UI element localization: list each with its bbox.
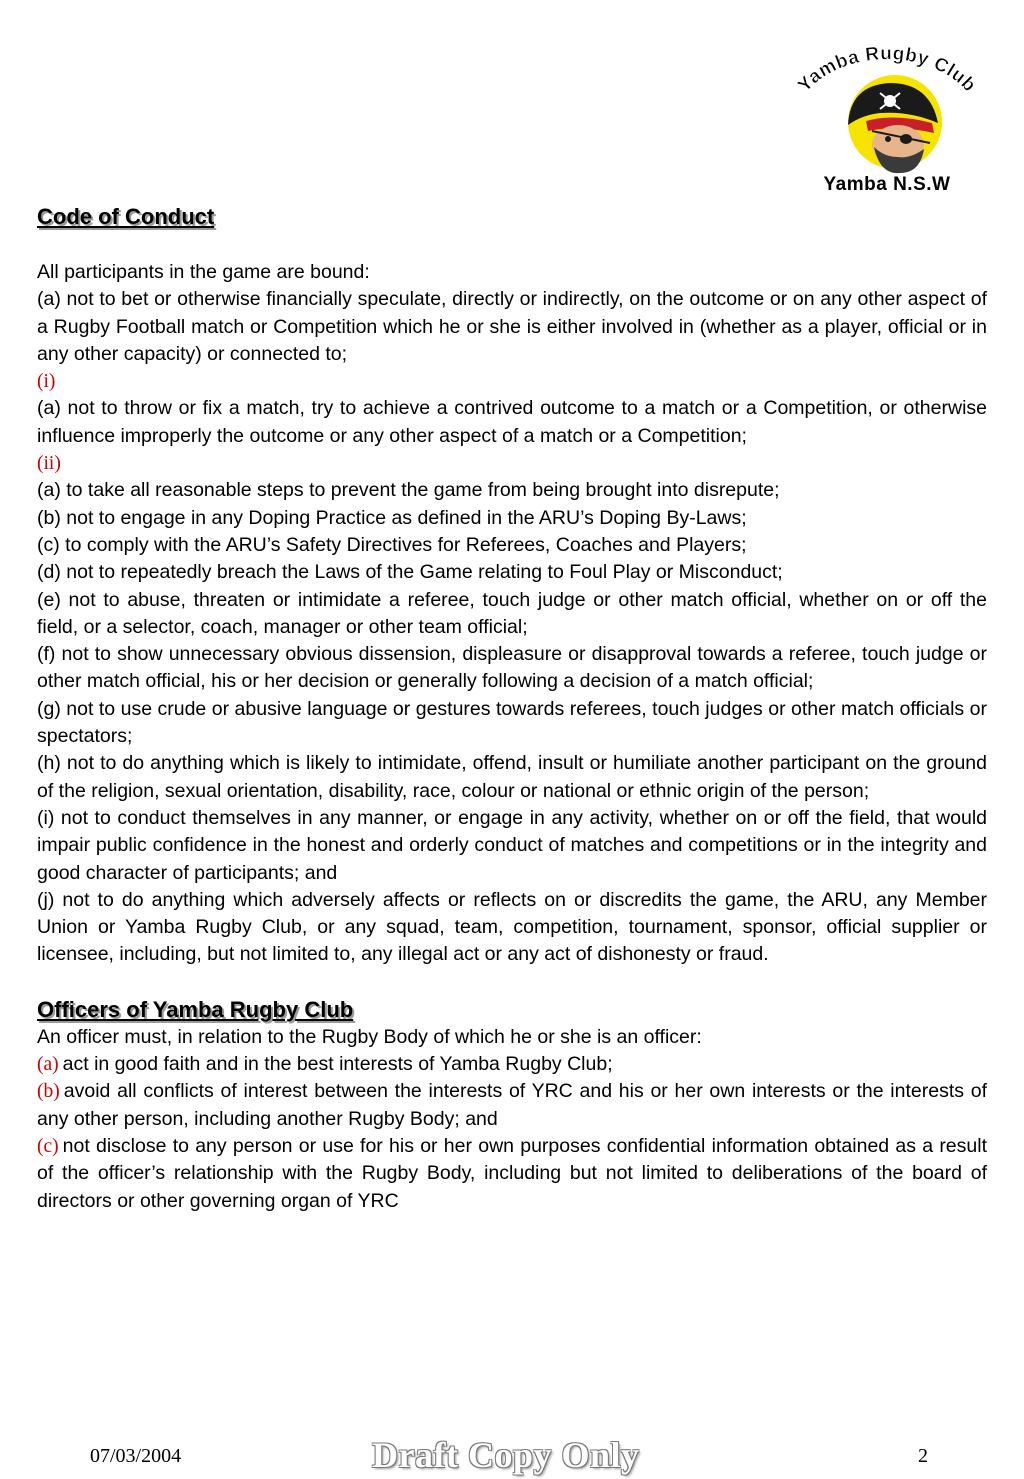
code-of-conduct-list <box>37 286 987 968</box>
conduct-clause: (a) to take all reasonable steps to prevent the game from being brought into disrepute; <box>37 479 780 502</box>
logo-top-text: Yamba Rugby Club <box>794 45 980 97</box>
officer-duty-marker: (a) <box>37 1054 59 1076</box>
conduct-clause: (i) not to conduct themselves in any manner, or engage in any activity, whether on or off the field, that would impair public confidence in the honest and orderly conduct of matches and competitions or in the integrity and good character of participants; and <box>37 806 987 884</box>
conduct-clause: (c) to comply with the ARU’s Safety Directives for Referees, Coaches and Players; <box>37 533 747 556</box>
officer-duty-text: avoid all conflicts of interest between the interests of YRC and his or her own interests or the interests of any other person, including another Rugby Body; and <box>37 1080 987 1130</box>
conduct-clause: (g) not to use crude or abusive language or gestures towards referees, touch judges or other match officials or spectators; <box>37 697 987 748</box>
officer-duty-text: not disclose to any person or use for his or her own purposes confidential information obtained as a result of the officer’s relationship with the Rugby Body, including but not limited to deliberations of the board of directors or other governing organ of YRC <box>37 1134 987 1212</box>
conduct-clause: (f) not to show unnecessary obvious dissension, displeasure or disapproval towards a referee, touch judge or other match official, his or her decision or generally following a decision of a match official; <box>37 643 987 693</box>
conduct-clause: (d) not to repeatedly breach the Laws of the Game relating to Foul Play or Misconduct; <box>37 561 783 584</box>
section-marker: (i) <box>37 371 56 393</box>
officers-list <box>37 1051 987 1215</box>
officer-duty-marker: (c) <box>37 1135 59 1157</box>
club-logo <box>780 45 995 200</box>
code-of-conduct-heading: Code of Conduct <box>37 204 215 229</box>
conduct-clause: (b) not to engage in any Doping Practice as defined in the ARU’s Doping By-Laws; <box>37 506 747 529</box>
officer-duty <box>37 1133 987 1215</box>
officer-duty-marker: (b) <box>37 1081 60 1103</box>
conduct-clause: (e) not to abuse, threaten or intimidate a referee, touch judge or other match official, whether on or off the field, or a selector, coach, manager or other team official; <box>37 588 987 638</box>
document-body <box>37 203 987 1215</box>
officer-duty-text: act in good faith and in the best interests of Yamba Rugby Club; <box>62 1053 613 1076</box>
code-of-conduct-intro: All participants in the game are bound: <box>37 261 370 283</box>
footer-date: 07/03/2004 <box>90 1445 182 1467</box>
draft-watermark: Draft Copy Only <box>372 1435 640 1475</box>
officers-heading: Officers of Yamba Rugby Club <box>37 996 354 1022</box>
conduct-clause: (h) not to do anything which is likely to intimidate, offend, insult or humiliate another participant on the ground of the religion, sexual orientation, disability, race, colour or national or ethnic origin of the person; <box>37 752 987 802</box>
conduct-clause: (a) not to bet or otherwise financially speculate, directly or indirectly, on the outcome or on any other aspect of a Rugby Football match or Competition which he or she is either involved in (whether as a player, official or in any other capacity) or connected to; <box>37 288 987 365</box>
officers-intro: An officer must, in relation to the Rugby Body of which he or she is an officer: <box>37 1025 702 1048</box>
section-marker: (ii) <box>37 453 61 475</box>
officer-duty <box>37 1078 987 1133</box>
logo-bottom-text: Yamba N.S.W <box>823 174 951 195</box>
officer-duty <box>37 1051 987 1078</box>
page-number: 2 <box>918 1445 928 1467</box>
conduct-clause: (a) not to throw or fix a match, try to achieve a contrived outcome to a match or a Competition, or otherwise influence improperly the outcome or any other aspect of a match or a Competition; <box>37 397 987 447</box>
conduct-clause: (j) not to do anything which adversely affects or reflects on or discredits the game, the ARU, any Member Union or Yamba Rugby Club, or any squad, team, competition, tournament, sponsor, official supplier or licensee, including, but not limited to, any illegal act or any act of dishonesty or fraud. <box>37 888 987 966</box>
